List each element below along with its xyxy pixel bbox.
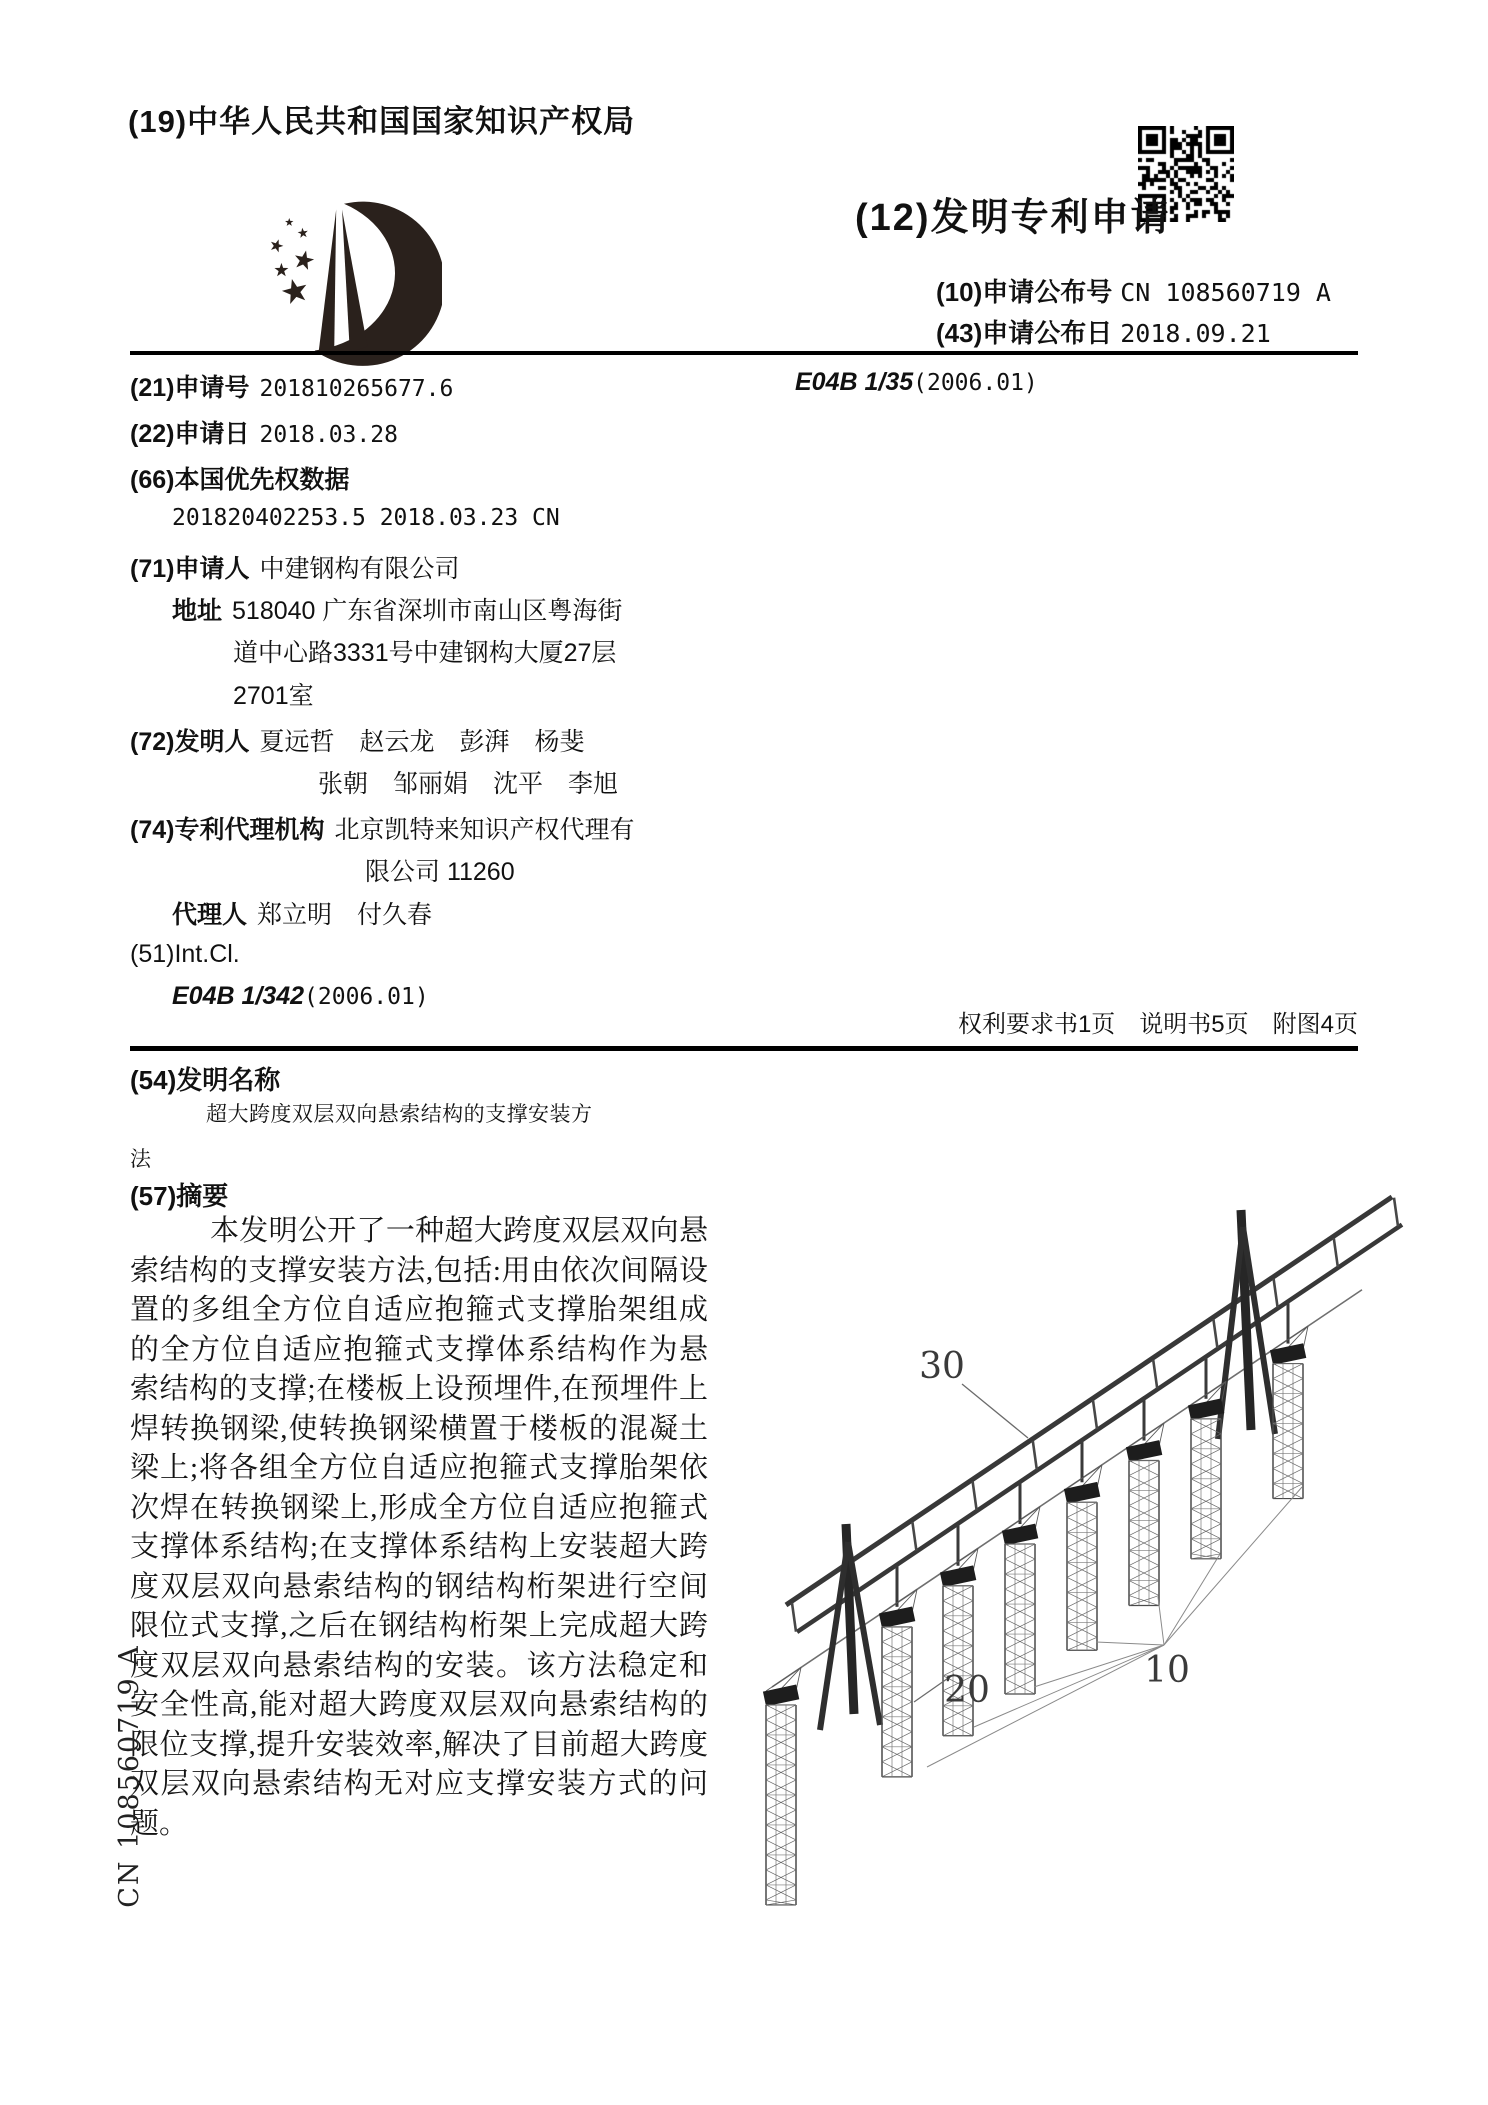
publication-number-line [936,272,1331,313]
publication-date-line [936,313,1331,354]
inventors-line1: 夏远哲 赵云龙 彭湃 杨斐 [259,728,585,756]
application-number-row [130,368,453,404]
publication-number-label: (10)申请公布号 [936,277,1113,307]
applicant-value: 中建钢构有限公司 [259,555,460,583]
figure-label-30: 30 [919,1346,965,1387]
priority-label: (66)本国优先权数据 [130,466,350,494]
abstract-label: (57)摘要 [130,1181,229,1211]
cnipa-logo-icon [246,194,442,370]
figure-label-10: 10 [1144,1650,1190,1691]
address-row2 [233,633,616,669]
inventors-row2 [318,764,618,800]
applicant-label: (71)申请人 [130,555,250,583]
application-date-row [130,414,398,450]
address-label: 地址 [172,597,223,625]
cnipa-logo [246,194,442,370]
publication-date-value: 2018.09.21 [1120,319,1271,348]
application-date-label: (22)申请日 [130,420,250,448]
patent-figure [762,1142,1454,1932]
truss-structure-drawing [762,1142,1454,1932]
agency-row2 [365,852,515,888]
application-number-value: 201810265677.6 [259,376,454,402]
agent-row [172,895,432,931]
address-line2: 道中心路3331号中建钢构大厦27层 [233,639,617,667]
document-type-title: (12)发明专利申请 [855,197,1171,239]
address-row3 [233,676,314,712]
agent-label: 代理人 [172,901,248,929]
sidebar-publication-code: CN 108560719 A [114,1644,145,1908]
intcl-code: E04B 1/342 [172,982,305,1010]
address-line3: 2701室 [233,682,314,710]
agency-line2: 限公司 11260 [365,858,515,886]
publication-date-label: (43)申请公布日 [936,318,1113,348]
priority-row [130,460,349,496]
pages-summary: 权利要求书1页 说明书5页 附图4页 [957,1011,1358,1038]
address-line1: 518040 广东省深圳市南山区粤海街 [232,597,623,625]
application-date-value: 2018.03.28 [259,422,398,448]
figure-label-20: 20 [944,1670,990,1711]
application-number-label: (21)申请号 [130,374,250,402]
intcl-row [130,940,240,969]
ipc-right-row [795,368,1038,397]
applicant-row [130,549,459,585]
intcl-value-row [172,982,429,1011]
horizontal-rule-mid [130,1046,1358,1051]
priority-value: 201820402253.5 2018.03.23 CN [172,505,560,531]
horizontal-rule-top [130,351,1358,355]
address-row [172,591,622,627]
ipc-right-date: (2006.01) [913,370,1038,396]
agency-row [130,810,634,846]
invention-title-label: (54)发明名称 [130,1065,281,1095]
ipc-right-code: E04B 1/35 [795,368,914,396]
intcl-label: (51)Int.Cl. [130,940,240,968]
priority-value-row [172,503,560,532]
patent-office-line: (19)中华人民共和国国家知识产权局 [128,104,636,139]
abstract-text: 本发明公开了一种超大跨度双层双向悬索结构的支撑安装方法,包括:用由依次间隔设置的多组全方位自适应抱箍式支撑胎架组成的全方位自适应抱箍式支撑体系结构作为悬索结构的支撑;在楼板上设预埋件,在预埋件上焊转换钢梁,使转换钢梁横置于楼板的混凝土梁上;将各组全方位自适应抱箍式支撑胎架依次焊在转换钢梁上,形成全方位自适应抱箍式支撑体系结构;在支撑体系结构上安装超大跨度双层双向悬索结构的钢结构桁架进行空间限位式支撑,之后在钢结构桁架上完成超大跨度双层双向悬索结构的安装。该方法稳定和安全性高,能对超大跨度双层双向悬索结构的限位支撑,提升安装效率,解决了目前超大跨度双层双向悬索结构无对应支撑安装方式的问题。 [130,1215,708,1840]
intcl-date: (2006.01) [304,984,429,1010]
inventors-row [130,722,584,758]
agent-value: 郑立明 付久春 [257,901,433,929]
inventors-label: (72)发明人 [130,728,250,756]
agency-line1: 北京凯特来知识产权代理有 [334,816,635,844]
invention-title: 超大跨度双层双向悬索结构的支撑安装方法 [130,1102,592,1171]
inventors-line2: 张朝 邹丽娟 沈平 李旭 [318,770,619,798]
publication-block [936,272,1331,354]
agency-label: (74)专利代理机构 [130,816,325,844]
publication-number-value: CN 108560719 A [1120,278,1331,307]
